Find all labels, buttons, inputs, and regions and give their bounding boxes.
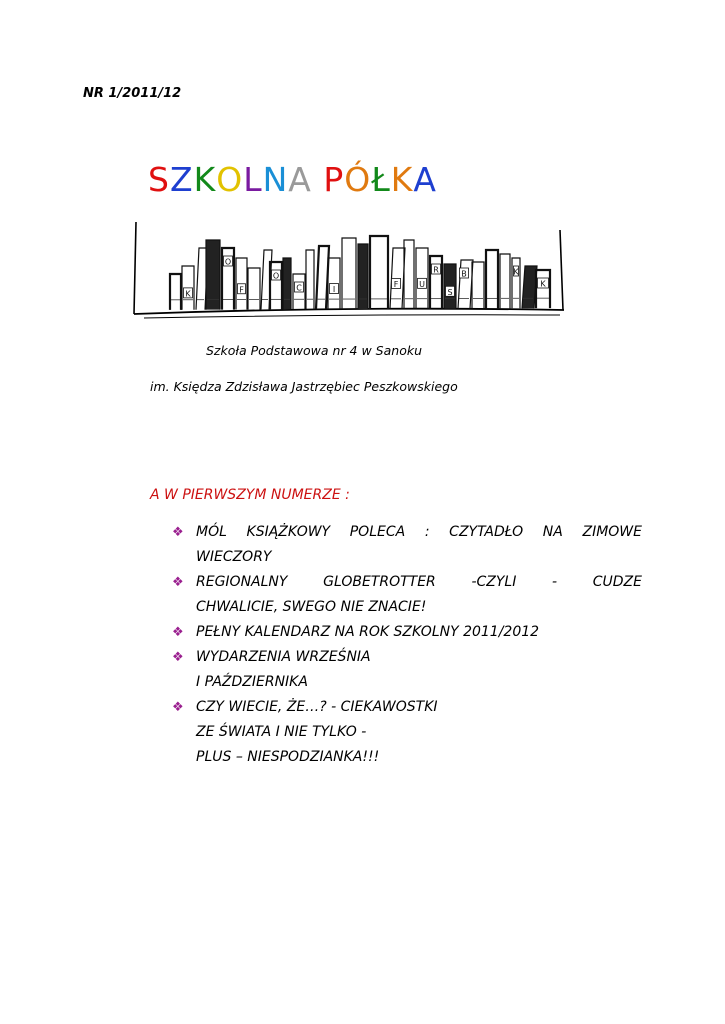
spine-letter: O: [224, 257, 232, 267]
book-spine: [370, 236, 388, 309]
diamond-bullet-icon: ❖: [172, 650, 184, 665]
toc-item: [172, 645, 642, 695]
toc-item-line: MÓL KSIĄŻKOWY POLECA : CZYTADŁO NA ZIMOWE: [196, 524, 642, 540]
masthead-letter: A: [413, 160, 437, 199]
toc-item-line: REGIONALNY GLOBETROTTER -CZYLI - CUDZE: [196, 574, 642, 590]
shelf-right-wall: [560, 230, 563, 310]
spine-letter: R: [433, 265, 439, 275]
book-spine: [316, 246, 329, 309]
toc-item: [172, 520, 642, 570]
spine-letter: O: [272, 271, 280, 281]
masthead-letter: A: [288, 160, 312, 199]
masthead-letter: Ó: [344, 160, 372, 199]
toc-heading: A W PIERWSZYM NUMERZE :: [150, 487, 350, 503]
spine-letter: K: [540, 279, 546, 289]
masthead-letter: S: [148, 160, 170, 199]
spine-letter: S: [447, 287, 453, 297]
table-of-contents: [172, 520, 642, 770]
shelf-board-lower: [144, 315, 560, 318]
toc-item: [172, 695, 642, 770]
spine-letter: U: [419, 279, 425, 289]
spine-letter: B: [461, 269, 467, 279]
book-spine: [486, 250, 498, 308]
toc-item: [172, 570, 642, 620]
book-spine: [283, 258, 291, 309]
toc-item-line: PEŁNY KALENDARZ NA ROK SZKOLNY 2011/2012: [196, 624, 540, 640]
book-spine: [342, 238, 356, 309]
spine-letter: K: [513, 267, 519, 277]
school-name: Szkoła Podstawowa nr 4 w Sanoku: [206, 343, 423, 358]
spine-letter: I: [332, 285, 336, 295]
masthead-letter: L: [243, 160, 263, 199]
spine-letter: K: [185, 289, 191, 299]
toc-item-line: ZE ŚWIATA I NIE TYLKO -: [196, 724, 367, 740]
masthead-letter: [312, 160, 324, 199]
book-spine: [306, 250, 314, 309]
diamond-bullet-icon: ❖: [172, 625, 184, 640]
book-spine: [248, 268, 260, 309]
diamond-bullet-icon: ❖: [172, 700, 184, 715]
book-spine: [170, 274, 181, 310]
book-spine: [522, 266, 537, 308]
book-spine: [500, 254, 510, 308]
book-spine: [512, 258, 520, 308]
book-spine: [206, 240, 220, 310]
toc-item: [172, 620, 642, 645]
spine-letter: F: [239, 285, 244, 295]
masthead-letter: K: [193, 160, 217, 199]
diamond-bullet-icon: ❖: [172, 575, 184, 590]
masthead-letter: Ł: [371, 160, 391, 199]
toc-item-line: PLUS – NIESPODZIANKA!!!: [196, 749, 380, 765]
issue-number: NR 1/2011/12: [83, 86, 182, 101]
shelf-left-wall: [134, 222, 136, 314]
masthead-letter: Z: [169, 160, 194, 199]
toc-item-line: WIECZORY: [196, 549, 272, 565]
spine-letter: F: [393, 279, 399, 289]
masthead-letter: O: [216, 160, 244, 199]
masthead-title: [148, 160, 437, 199]
book-spine: [536, 270, 550, 308]
book-spine: [458, 260, 473, 309]
diamond-bullet-icon: ❖: [172, 525, 184, 540]
toc-item-line: CHWALICIE, SWEGO NIE ZNACIE!: [196, 599, 427, 615]
bookshelf-illustration: [130, 218, 570, 326]
book-spine: [270, 262, 282, 309]
school-patron: im. Księdza Zdzisława Jastrzębiec Peszkowskiego: [150, 379, 458, 394]
shelf-board: [134, 309, 564, 314]
masthead-letter: K: [390, 160, 414, 199]
toc-item-line: WYDARZENIA WRZEŚNIA: [196, 649, 371, 665]
spine-letter: C: [296, 283, 302, 293]
toc-item-line: I PAŹDZIERNIKA: [196, 674, 308, 690]
toc-item-line: CZY WIECIE, ŻE…? - CIEKAWOSTKI: [196, 699, 438, 715]
masthead-letter: N: [262, 160, 289, 199]
masthead-letter: P: [323, 160, 345, 199]
book-spine: [472, 262, 484, 308]
